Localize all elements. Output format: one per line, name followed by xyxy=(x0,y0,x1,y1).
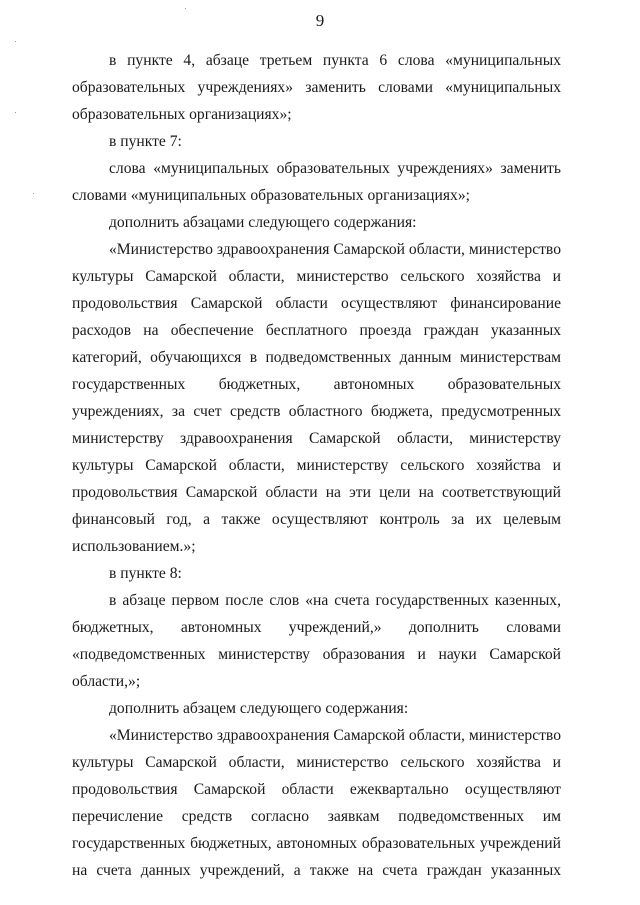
paragraph-ministries-transfer: «Министерство здравоохранения Самарской области, министерство культуры Самарской области, министерство сельского хозяйства и продовольствия Самарской области ежеквартально осуществляют перечисление средств согласно заявкам подведомственных им государственных бюджетных, автономных образовательных учреждений на счета данных учреждений, а также на счета граждан указанных xyxy=(72,727,561,879)
paragraph-point-8-heading: в пункте 8: xyxy=(109,565,182,582)
paragraph-add-paragraph: дополнить абзацем следующего содержания: xyxy=(109,700,409,717)
margin-mark xyxy=(15,112,16,113)
margin-mark xyxy=(185,8,186,9)
document-body xyxy=(72,47,561,884)
margin-mark xyxy=(15,41,16,42)
page-number: 9 xyxy=(315,11,325,30)
paragraph-point-8-amendment: в абзаце первом после слов «на счета государственных казенных, бюджетных, автономных учреждений,» дополнить словами «подведомственных министерству образования и науки Самарской области,»; xyxy=(72,592,561,690)
paragraph-point-7-replace: слова «муниципальных образовательных учреждениях» заменить словами «муниципальных образовательных организациях»; xyxy=(72,160,561,204)
paragraph-point-4-6: в пункте 4, абзаце третьем пункта 6 слова «муниципальных образовательных учреждениях» заменить словами «муниципальных образовательных организациях»; xyxy=(72,52,561,123)
paragraph-point-7-heading: в пункте 7: xyxy=(109,133,182,150)
paragraph-add-paragraphs: дополнить абзацами следующего содержания: xyxy=(109,214,417,231)
margin-mark xyxy=(33,193,34,194)
paragraph-ministries-financing: «Министерство здравоохранения Самарской области, министерство культуры Самарской области, министерство сельского хозяйства и продовольствия Самарской области осуществляют финансирование расходов на обеспечение бесплатного проезда граждан указанных категорий, обучающихся в подведомственных данным министерствам государственных бюджетных, автономных образовательных учреждениях, за счет средств областного бюджета, предусмотренных министерству здравоохранения Самарской области, министерству культуры Самарской области, министерству сельского хозяйства и продовольствия Самарской области на эти цели на соответствующий финансовый год, а также осуществляют контроль за их целевым использованием.»; xyxy=(72,241,561,555)
